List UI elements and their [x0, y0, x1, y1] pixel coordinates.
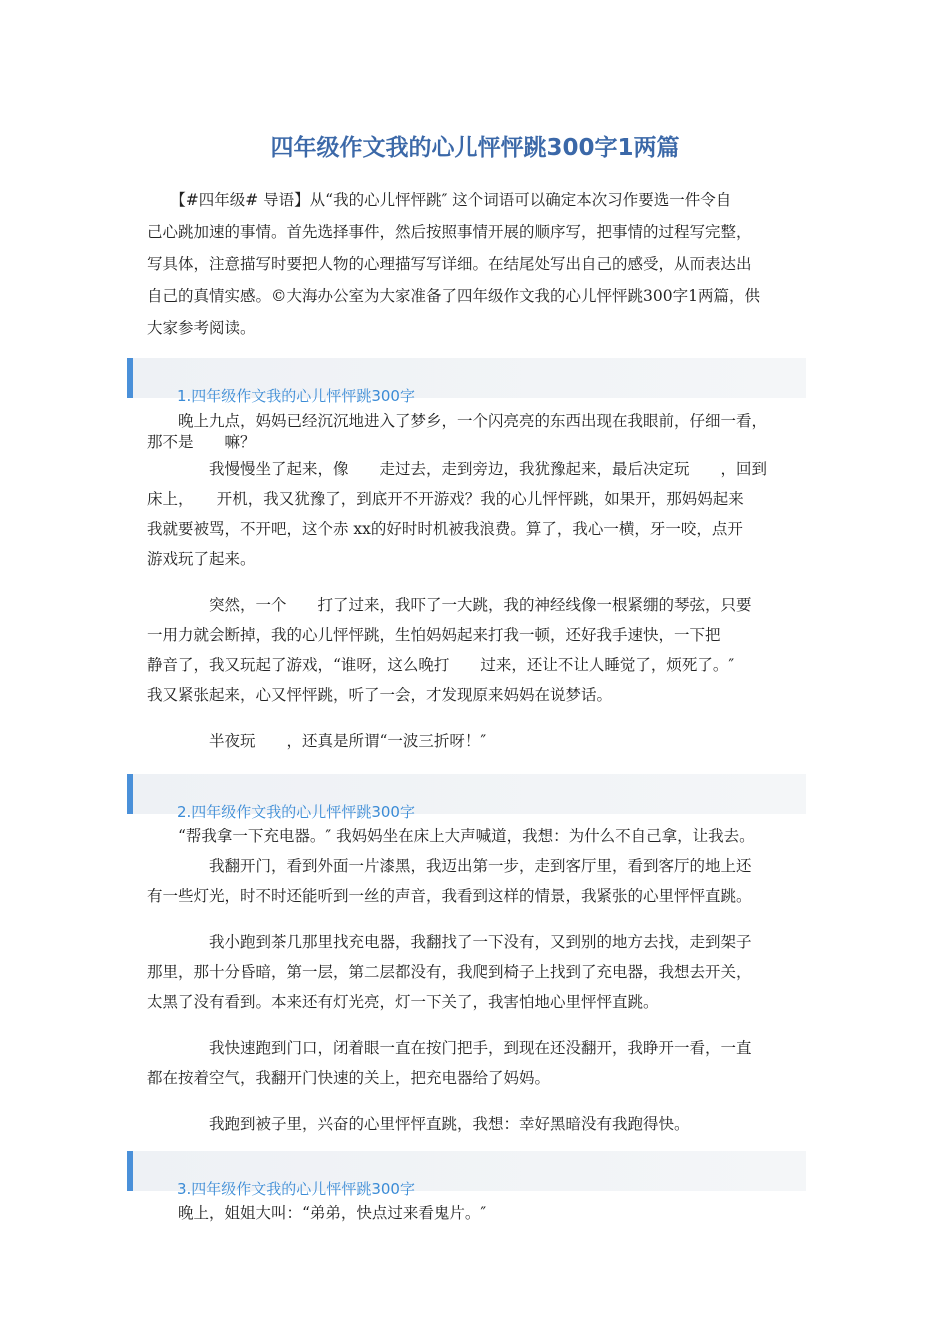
- body-line: 太黑了没有看到。本来还有灯光亮，灯一下关了，我害怕地心里怦怦直跳。: [147, 993, 659, 1011]
- section-1-heading: 1.四年级作文我的心儿怦怦跳300字: [177, 387, 415, 405]
- body-line: 半夜玩 ，还真是所谓“一波三折呀！″: [147, 732, 487, 750]
- body-line: 床上， 开机，我又犹豫了，到底开不开游戏？我的心儿怦怦跳，如果开，那妈妈起来: [147, 490, 744, 508]
- paragraph-gap: [147, 574, 811, 590]
- body-line: 我又紧张起来，心又怦怦跳，听了一会，才发现原来妈妈在说梦话。: [147, 686, 613, 704]
- body-line: 游戏玩了起来。: [147, 550, 256, 568]
- body-line: 晚上九点，妈妈已经沉沉地进入了梦乡，一个闪亮亮的东西出现在我眼前，仔细一看，: [147, 412, 768, 430]
- body-line: 突然，一个 打了过来，我吓了一大跳，我的神经线像一根紧绷的琴弦，只要: [147, 596, 752, 614]
- intro-paragraph: [147, 184, 811, 344]
- paragraph-gap: [147, 911, 811, 927]
- paragraph-gap: [147, 1093, 811, 1109]
- section-accent-bar: [127, 1151, 133, 1191]
- body-line: 有一些灯光，时不时还能听到一丝的声音，我看到这样的情景，我紧张的心里怦怦直跳。: [147, 887, 752, 905]
- section-accent-bar: [127, 774, 133, 814]
- body-line: 都在按着空气，我翻开门快速的关上，把充电器给了妈妈。: [147, 1069, 551, 1087]
- paragraph-gap: [147, 710, 811, 726]
- intro-line: 大家参考阅读。: [147, 319, 256, 337]
- intro-line: 己心跳加速的事情。首先选择事件，然后按照事情开展的顺序写，把事情的过程写完整，: [147, 223, 752, 241]
- section-2-heading: 2.四年级作文我的心儿怦怦跳300字: [177, 803, 415, 821]
- body-line: 一用力就会断掉，我的心儿怦怦跳，生怕妈妈起来打我一顿，还好我手速快，一下把: [147, 626, 721, 644]
- intro-line: 写具体，注意描写时要把人物的心理描写写详细。在结尾处写出自己的感受，从而表达出: [147, 255, 752, 273]
- body-line: 那里，那十分昏暗，第一层，第二层都没有，我爬到椅子上找到了充电器，我想去开关，: [147, 963, 752, 981]
- section-2-body: [147, 821, 811, 1139]
- document-title: 四年级作文我的心儿怦怦跳300字1两篇: [270, 135, 680, 161]
- body-line: 我小跑到茶几那里找充电器，我翻找了一下没有，又到别的地方去找，走到架子: [147, 933, 752, 951]
- body-line: “帮我拿一下充电器。″ 我妈妈坐在床上大声喊道，我想：为什么不自己拿，让我去。: [147, 827, 755, 845]
- body-line: 那不是 嘛？: [147, 433, 256, 451]
- section-3-heading: 3.四年级作文我的心儿怦怦跳300字: [177, 1180, 415, 1198]
- section-3-header: [127, 1151, 806, 1198]
- body-line: 我快速跑到门口，闭着眼一直在按门把手，到现在还没翻开，我睁开一看，一直: [147, 1039, 752, 1057]
- intro-line: 自己的真情实感。©大海办公室为大家准备了四年级作文我的心儿怦怦跳300字1两篇，供: [147, 287, 760, 305]
- body-line: 静音了，我又玩起了游戏，“谁呀，这么晚打 过来，还让不让人睡觉了，烦死了。″: [147, 656, 735, 674]
- body-line: 晚上，姐姐大叫：“弟弟，快点过来看鬼片。″: [147, 1204, 487, 1222]
- section-2-header: [127, 774, 806, 821]
- section-3-body: [147, 1198, 811, 1228]
- body-line: 我就要被骂，不开吧，这个赤 xx的好时时机被我浪费。算了，我心一横，牙一咬，点开: [147, 520, 743, 538]
- section-1-header: [127, 358, 806, 405]
- body-line: 我慢慢坐了起来，像 走过去，走到旁边，我犹豫起来，最后决定玩 ，回到: [147, 460, 768, 478]
- intro-line: 【#四年级# 导语】从“我的心儿怦怦跳″ 这个词语可以确定本次习作要选一件令自: [147, 191, 732, 209]
- body-line: 我翻开门，看到外面一片漆黑，我迈出第一步，走到客厅里，看到客厅的地上还: [147, 857, 752, 875]
- section-accent-bar: [127, 358, 133, 398]
- paragraph-gap: [147, 1017, 811, 1033]
- body-line: 我跑到被子里，兴奋的心里怦怦直跳，我想：幸好黑暗没有我跑得快。: [147, 1115, 690, 1133]
- section-1-body: [147, 406, 811, 756]
